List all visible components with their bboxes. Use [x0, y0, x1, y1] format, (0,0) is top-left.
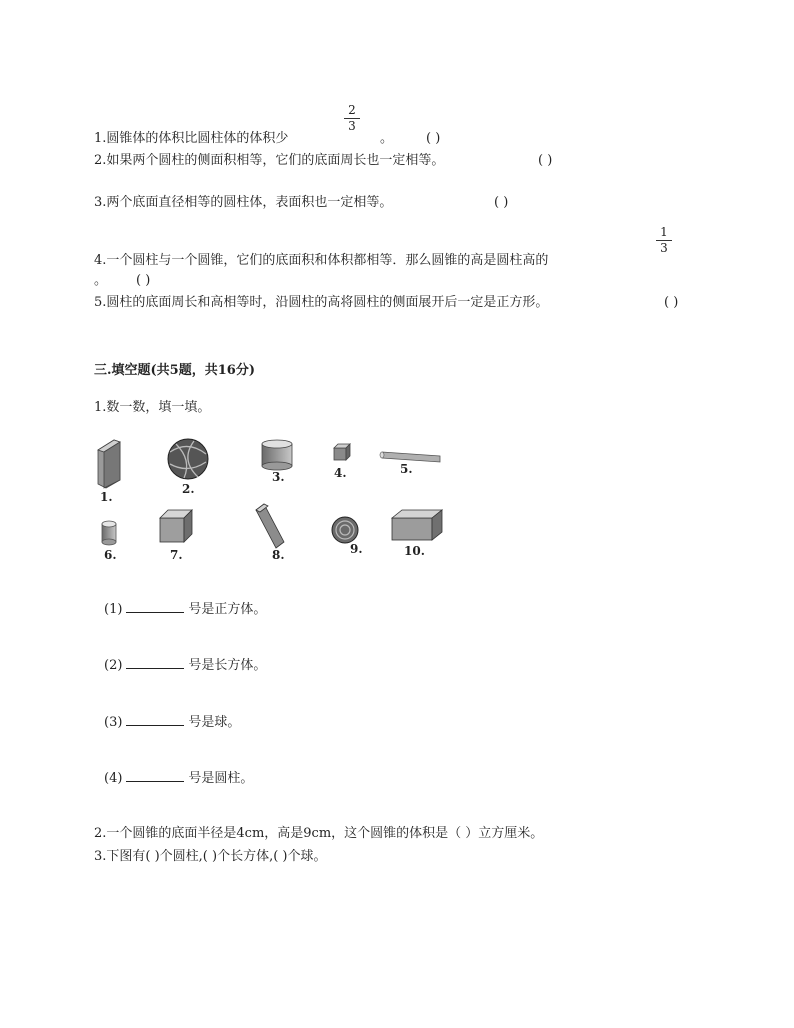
- judge-q2-answer-paren[interactable]: ( ): [538, 153, 553, 168]
- judge-q1-fraction: [344, 104, 360, 133]
- judge-q4-line2: 。: [94, 273, 108, 288]
- item-number: (3): [104, 715, 123, 730]
- fraction-denominator: 3: [348, 119, 356, 133]
- fill-q3-text: 3.下图有( )个圆柱,( )个长方体,( )个球。: [94, 849, 327, 864]
- item-suffix: 号是球。: [188, 715, 241, 730]
- judge-q4-answer-paren[interactable]: ( ): [136, 273, 151, 288]
- figure-label-6: 6.: [104, 548, 117, 562]
- figure-label-1: 1.: [100, 490, 113, 504]
- answer-blank[interactable]: [126, 600, 184, 613]
- fill-q1-item-4: [104, 769, 253, 787]
- shape-1-tall-box: [98, 440, 120, 488]
- judge-q3-text: 3.两个底面直径相等的圆柱体，表面积也一定相等。: [94, 195, 393, 210]
- judge-q1-tail: 。: [380, 131, 394, 146]
- figure-label-8: 8.: [272, 548, 285, 562]
- shape-3-cylinder: [262, 440, 292, 470]
- shape-2-ball: [168, 439, 208, 479]
- shape-10-flat-box: [392, 510, 442, 540]
- item-suffix: 号是正方体。: [188, 602, 267, 617]
- shape-7-cube: [160, 510, 192, 542]
- shapes-figure-svg: [94, 432, 444, 564]
- answer-blank[interactable]: [126, 769, 184, 782]
- judge-q4-fraction: [656, 226, 672, 255]
- judge-q3-answer-paren[interactable]: ( ): [494, 195, 509, 210]
- fill-q2-text: 2.一个圆锥的底面半径是4cm，高是9cm，这个圆锥的体积是（ ）立方厘米。: [94, 826, 544, 841]
- shapes-figure: [94, 432, 444, 564]
- figure-label-2: 2.: [182, 482, 195, 496]
- judge-q2-text: 2.如果两个圆柱的侧面积相等，它们的底面周长也一定相等。: [94, 153, 445, 168]
- figure-label-9: 9.: [350, 542, 363, 556]
- judge-q5-text: 5.圆柱的底面周长和高相等时，沿圆柱的高将圆柱的侧面展开后一定是正方形。: [94, 295, 549, 310]
- item-suffix: 号是长方体。: [188, 658, 267, 673]
- shape-4-small-cube: [334, 444, 350, 460]
- figure-label-10: 10.: [404, 544, 425, 558]
- shape-9-ball: [332, 517, 358, 543]
- shape-6-small-cylinder: [102, 521, 116, 545]
- fraction-denominator: 3: [660, 241, 668, 255]
- judge-q1-text: 1.圆锥体的体积比圆柱体的体积少: [94, 131, 289, 146]
- figure-label-7: 7.: [170, 548, 183, 562]
- fill-q1-item-2: [104, 656, 266, 674]
- item-number: (4): [104, 771, 123, 786]
- fill-q1-item-3: [104, 713, 240, 731]
- figure-label-3: 3.: [272, 470, 285, 484]
- judge-q1-answer-paren[interactable]: ( ): [426, 131, 441, 146]
- answer-blank[interactable]: [126, 713, 184, 726]
- figure-label-4: 4.: [334, 466, 347, 480]
- judge-q4-text: 4.一个圆柱与一个圆锥，它们的底面积和体积都相等．那么圆锥的高是圆柱高的: [94, 253, 549, 268]
- shape-5-rod: [380, 452, 440, 462]
- fill-q1-item-1: [104, 600, 266, 618]
- item-suffix: 号是圆柱。: [188, 771, 254, 786]
- fraction-numerator: 1: [660, 225, 668, 239]
- answer-blank[interactable]: [126, 656, 184, 669]
- fraction-numerator: 2: [348, 103, 356, 117]
- figure-label-5: 5.: [400, 462, 413, 476]
- section-heading: 三.填空题(共5题，共16分): [94, 363, 255, 378]
- item-number: (2): [104, 658, 123, 673]
- judge-q5-answer-paren[interactable]: ( ): [664, 295, 679, 310]
- item-number: (1): [104, 602, 123, 617]
- fill-q1-text: 1.数一数，填一填。: [94, 400, 211, 415]
- shape-8-tilted-prism: [256, 504, 284, 548]
